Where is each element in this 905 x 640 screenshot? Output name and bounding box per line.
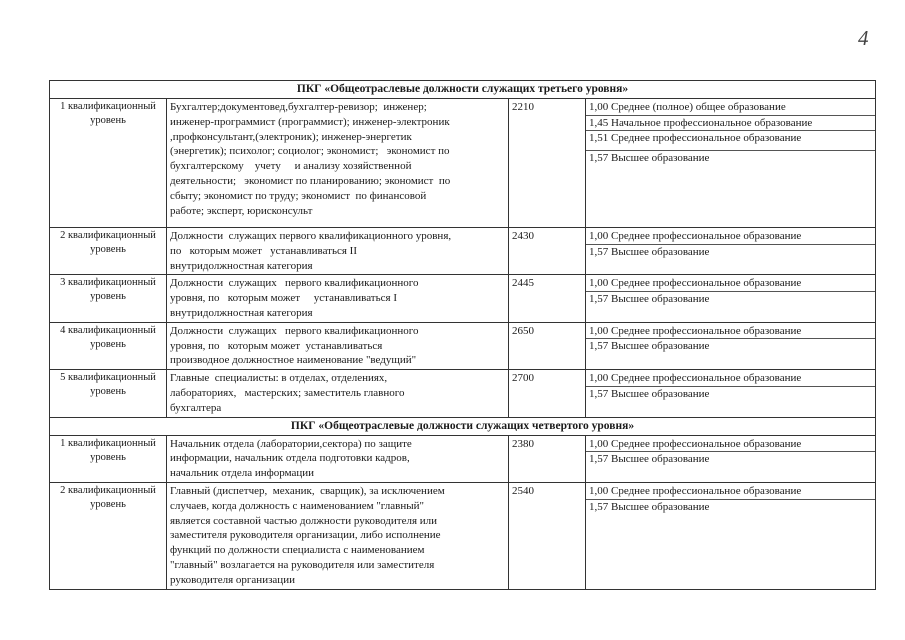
requirement-line: 1,00 Среднее профессиональное образование xyxy=(586,483,875,500)
base-salary: 2210 xyxy=(509,99,586,228)
table-row xyxy=(50,435,876,482)
table-row xyxy=(50,370,876,417)
position-list: Должности служащих первого квалификационного уровня, по которым может устанавливаться производное должностное наименование "ведущий" xyxy=(167,322,509,369)
position-list: Начальник отдела (лаборатории,сектора) по защите информации, начальник отдела подготовки кадров, начальник отдела информации xyxy=(167,435,509,482)
qualification-level: 1 квалификационный уровень xyxy=(50,435,167,482)
requirements-cell xyxy=(586,370,876,417)
table-row xyxy=(50,275,876,322)
requirements-cell xyxy=(586,482,876,589)
section-title: ПКГ «Общеотраслевые должности служащих третьего уровня» xyxy=(50,81,876,99)
requirement-line: 1,00 Среднее (полное) общее образование xyxy=(586,99,875,116)
base-salary: 2700 xyxy=(509,370,586,417)
qualification-level: 1 квалификационный уровень xyxy=(50,99,167,228)
requirement-line: 1,00 Среднее профессиональное образование xyxy=(586,275,875,292)
base-salary: 2650 xyxy=(509,322,586,369)
requirements-cell xyxy=(586,322,876,369)
requirement-line: 1,45 Начальное профессиональное образование xyxy=(586,116,875,132)
qualification-table xyxy=(49,80,876,590)
qualification-level: 5 квалификационный уровень xyxy=(50,370,167,417)
requirement-line: 1,57 Высшее образование xyxy=(589,340,710,353)
requirement-line: 1,57 Высшее образование xyxy=(589,292,710,305)
position-list: Должности служащих первого квалификационного уровня, по которым может устанавливаться II внутридолжностная категория xyxy=(167,228,509,275)
qualification-level: 3 квалификационный уровень xyxy=(50,275,167,322)
qualification-level: 2 квалификационный уровень xyxy=(50,482,167,589)
qualification-level: 4 квалификационный уровень xyxy=(50,322,167,369)
section-header-row xyxy=(50,417,876,435)
base-salary: 2540 xyxy=(509,482,586,589)
requirement-line: 1,57 Высшее образование xyxy=(589,245,710,258)
qualification-table-body xyxy=(50,81,876,590)
requirement-line: 1,00 Среднее профессиональное образование xyxy=(586,323,875,340)
base-salary: 2380 xyxy=(509,435,586,482)
requirement-line: 1,51 Среднее профессиональное образование xyxy=(586,131,875,151)
table-row xyxy=(50,99,876,228)
requirement-line: 1,57 Высшее образование xyxy=(589,500,710,513)
page-number: 4 xyxy=(858,26,869,50)
requirements-cell xyxy=(586,435,876,482)
requirement-line: 1,00 Среднее профессиональное образование xyxy=(586,228,875,245)
qualification-level: 2 квалификационный уровень xyxy=(50,228,167,275)
section-header-row xyxy=(50,81,876,99)
requirement-line: 1,00 Среднее профессиональное образование xyxy=(586,370,875,387)
base-salary: 2445 xyxy=(509,275,586,322)
requirements-cell xyxy=(586,99,876,228)
table-row xyxy=(50,228,876,275)
section-title: ПКГ «Общеотраслевые должности служащих четвертого уровня» xyxy=(50,417,876,435)
requirements-cell xyxy=(586,228,876,275)
table-row xyxy=(50,482,876,589)
position-list: Должности служащих первого квалификационного уровня, по которым может устанавливаться I внутридолжностная категория xyxy=(167,275,509,322)
requirement-line: 1,57 Высшее образование xyxy=(589,151,710,164)
table-row xyxy=(50,322,876,369)
position-list: Главный (диспетчер, механик, сварщик), за исключением случаев, когда должность с наименованием "главный" является составной частью должности руководителя или заместителя руководителя организации, либо исполнение функций по должности специалиста с наименованием "главный" возлагается на руководителя или заместителя руководителя организации xyxy=(167,482,509,589)
requirement-line: 1,57 Высшее образование xyxy=(589,453,710,466)
base-salary: 2430 xyxy=(509,228,586,275)
requirement-line: 1,00 Среднее профессиональное образование xyxy=(586,436,875,453)
requirements-cell xyxy=(586,275,876,322)
position-list: Бухгалтер;документовед,бухгалтер-ревизор; инженер; инженер-программист (программист); инженер-электроник ,профконсультант,(электроник); инженер-энергетик (энергетик); психолог; социолог; экономист; экономист по бухгалтерскому учету и анализу хозяйственной деятельности; экономист по планированию; экономист по сбыту; экономист по труду; экономист по финансовой работе; эксперт, юрисконсульт xyxy=(167,99,509,228)
requirement-line: 1,57 Высшее образование xyxy=(589,387,710,400)
position-list: Главные специалисты: в отделах, отделениях, лабораториях, мастерских; заместитель главного бухгалтера xyxy=(167,370,509,417)
